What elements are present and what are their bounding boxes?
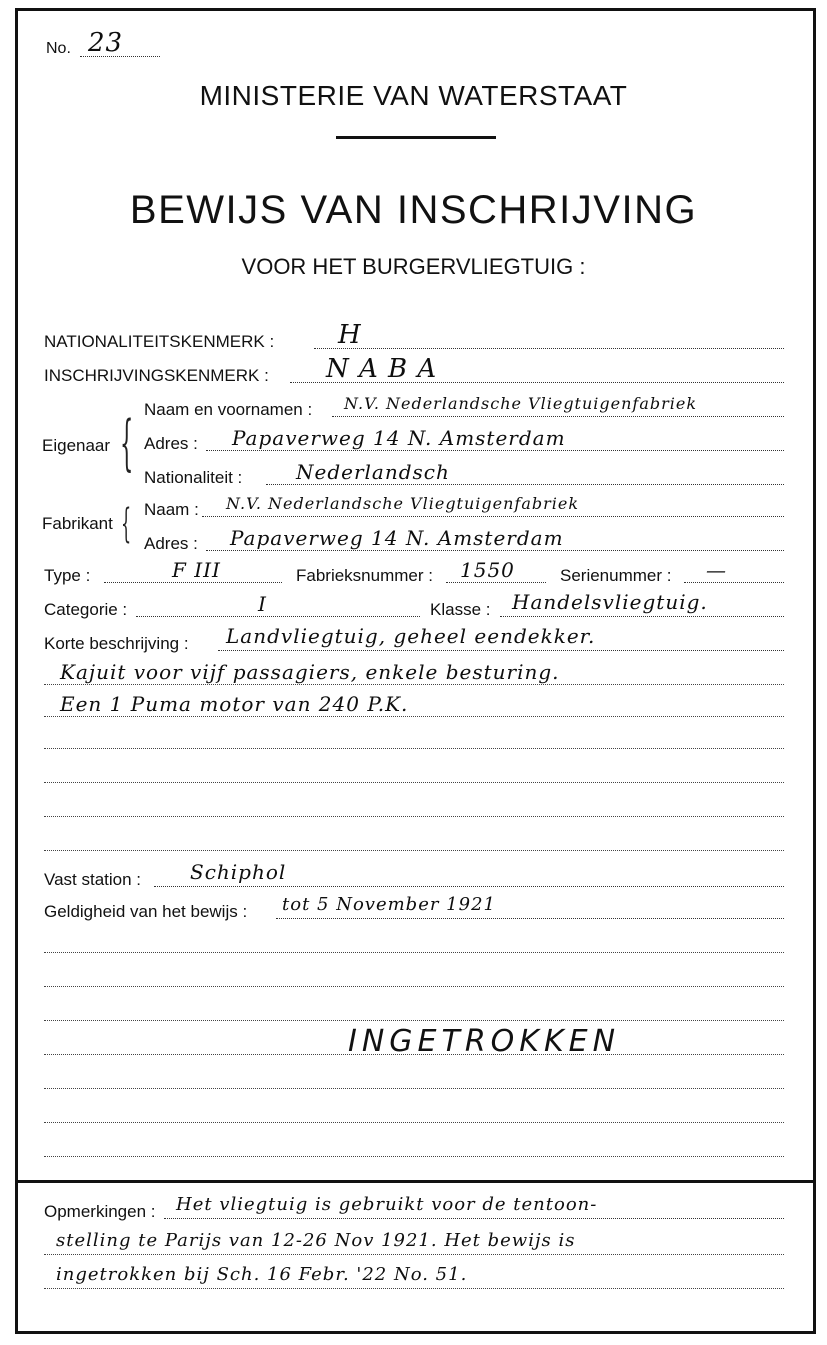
eigenaar-adres-value: Papaverweg 14 N. Amsterdam bbox=[232, 426, 566, 450]
categorie-value: I bbox=[258, 592, 267, 616]
heading-rule bbox=[336, 136, 496, 139]
nationaliteitskenmerk-label: NATIONALITEITSKENMERK : bbox=[44, 332, 275, 351]
fabrikant-naam-value: N.V. Nederlandsche Vliegtuigenfabriek bbox=[226, 494, 580, 513]
blank-line bbox=[44, 1088, 784, 1089]
serienummer-value: — bbox=[706, 558, 727, 582]
type-label: Type : bbox=[44, 566, 91, 585]
inschrijvingskenmerk-label: INSCHRIJVINGSKENMERK : bbox=[44, 366, 269, 385]
eigenaar-adres-line bbox=[206, 450, 784, 451]
type-line bbox=[104, 582, 282, 583]
fabrikant-adres-value: Papaverweg 14 N. Amsterdam bbox=[230, 526, 564, 550]
number-prefix: No. bbox=[46, 40, 71, 57]
beschrijving-text-3: Een 1 Puma motor van 240 P.K. bbox=[60, 692, 409, 716]
ingetrokken-stamp: INGETROKKEN bbox=[348, 1024, 621, 1059]
opmerkingen-line-1 bbox=[164, 1218, 784, 1219]
categorie-line bbox=[136, 616, 420, 617]
opmerkingen-text-3: ingetrokken bij Sch. 16 Febr. '22 No. 51. bbox=[56, 1264, 468, 1285]
klasse-value: Handelsvliegtuig. bbox=[512, 590, 708, 614]
beschrijving-line-2 bbox=[44, 684, 784, 685]
ministry-heading: MINISTERIE VAN WATERSTAAT bbox=[199, 80, 628, 111]
fabrikant-naam-line bbox=[202, 516, 784, 517]
eigenaar-naam-label: Naam en voornamen : bbox=[144, 400, 313, 419]
eigenaar-nationaliteit-line bbox=[266, 484, 784, 485]
page-subtitle: VOOR HET BURGERVLIEGTUIG : bbox=[241, 254, 586, 279]
beschrijving-text-2: Kajuit voor vijf passagiers, enkele besturing. bbox=[60, 660, 560, 684]
blank-line bbox=[44, 1020, 784, 1021]
fabrieksnummer-label: Fabrieksnummer : bbox=[296, 566, 433, 585]
eigenaar-naam-value: N.V. Nederlandsche Vliegtuigenfabriek bbox=[344, 394, 698, 413]
geldigheid-label: Geldigheid van het bewijs : bbox=[44, 902, 248, 921]
geldigheid-line bbox=[276, 918, 784, 919]
nationaliteitskenmerk-line bbox=[314, 348, 784, 349]
inschrijvingskenmerk-value: N A B A bbox=[326, 354, 438, 384]
beschrijving-line-1 bbox=[218, 650, 784, 651]
number-value: 23 bbox=[88, 28, 124, 58]
serienummer-line bbox=[684, 582, 784, 583]
type-value: F III bbox=[172, 558, 221, 582]
blank-line bbox=[44, 1156, 784, 1157]
blank-line bbox=[44, 1054, 784, 1055]
blank-line bbox=[44, 782, 784, 783]
opmerkingen-label: Opmerkingen : bbox=[44, 1202, 156, 1221]
blank-line bbox=[44, 952, 784, 953]
blank-line bbox=[44, 850, 784, 851]
fabrikant-adres-label: Adres : bbox=[144, 534, 198, 553]
eigenaar-brace: { bbox=[120, 408, 134, 478]
remarks-divider bbox=[15, 1180, 816, 1183]
fabrikant-brace: { bbox=[121, 501, 132, 547]
eigenaar-nationaliteit-value: Nederlandsch bbox=[296, 460, 450, 484]
opmerkingen-line-3 bbox=[44, 1288, 784, 1289]
beschrijving-text-1: Landvliegtuig, geheel eendekker. bbox=[226, 624, 596, 648]
klasse-line bbox=[500, 616, 784, 617]
vast-station-line bbox=[154, 886, 784, 887]
fabrieksnummer-line bbox=[446, 582, 546, 583]
blank-line bbox=[44, 1122, 784, 1123]
blank-line bbox=[44, 986, 784, 987]
eigenaar-nationaliteit-label: Nationaliteit : bbox=[144, 468, 243, 487]
eigenaar-label: Eigenaar bbox=[42, 436, 111, 455]
korte-beschrijving-label: Korte beschrijving : bbox=[44, 634, 189, 653]
nationaliteitskenmerk-value: H bbox=[338, 320, 362, 350]
eigenaar-adres-label: Adres : bbox=[144, 434, 198, 453]
blank-line bbox=[44, 816, 784, 817]
fabrikant-naam-label: Naam : bbox=[144, 500, 199, 519]
vast-station-value: Schiphol bbox=[190, 860, 287, 884]
fabrikant-label: Fabrikant bbox=[42, 514, 113, 533]
page-title: BEWIJS VAN INSCHRIJVING bbox=[129, 188, 698, 232]
fabrieksnummer-value: 1550 bbox=[460, 558, 515, 582]
vast-station-label: Vast station : bbox=[44, 870, 142, 889]
opmerkingen-text-2: stelling te Parijs van 12-26 Nov 1921. Het bewijs is bbox=[56, 1230, 576, 1251]
klasse-label: Klasse : bbox=[430, 600, 491, 619]
categorie-label: Categorie : bbox=[44, 600, 128, 619]
fabrikant-adres-line bbox=[206, 550, 784, 551]
opmerkingen-text-1: Het vliegtuig is gebruikt voor de tentoon- bbox=[176, 1194, 598, 1215]
serienummer-label: Serienummer : bbox=[560, 566, 672, 585]
blank-line bbox=[44, 748, 784, 749]
geldigheid-value: tot 5 November 1921 bbox=[282, 894, 496, 915]
opmerkingen-line-2 bbox=[44, 1254, 784, 1255]
eigenaar-naam-line bbox=[332, 416, 784, 417]
beschrijving-line-3 bbox=[44, 716, 784, 717]
